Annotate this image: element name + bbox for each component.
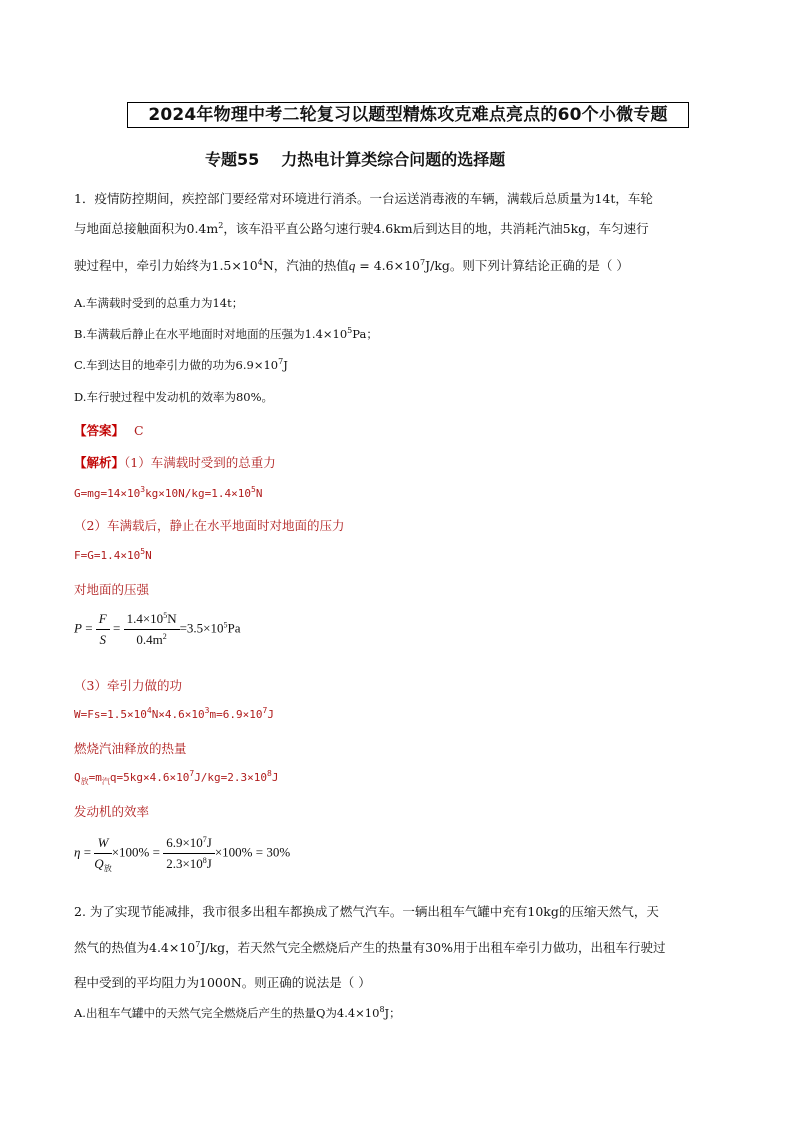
document-title: 2024年物理中考二轮复习以题型精炼攻克难点亮点的60个小微专题 — [127, 102, 689, 128]
q1-line-2: 与地面总接触面积为$0.4m^2$，该车沿平直公路匀速行驶4.6km后到达目的地，共消耗汽油5kg，车匀速行 — [74, 221, 649, 236]
q1-line-1: 1．疫情防控期间，疾控部门要经常对环境进行消杀。一台运送消毒液的车辆，满载后总质量为14t，车轮 — [74, 191, 653, 206]
analysis-step-3b: 燃烧汽油释放的热量 — [74, 741, 187, 756]
analysis-step-2: （2）车满载后，静止在水平地面时对地面的压力 — [74, 518, 345, 533]
q2-line-3: 程中受到的平均阻力为1000N。则正确的说法是（ ） — [74, 975, 371, 990]
topic-heading — [205, 147, 505, 170]
equation-work: $W=Fs=1.5\times 10^4N\times 4.6\times 10^3m=6.9\times 10^7J$ — [74, 706, 274, 721]
equation-heat: $Q_放=m_汽q=5kg\times 4.6\times 10^7J/kg=2.3\times 10^8J$ — [74, 769, 279, 786]
q1-option-a: A.车满载时受到的总重力为14t； — [74, 296, 244, 310]
equation-pressure: P = $\frac{F}{S}$ = $\frac{1.4\times 10^5N}{0.4m^2}$ $=3.5\times 10^5Pa$ — [74, 611, 241, 647]
analysis-step-3c: 发动机的效率 — [74, 804, 150, 819]
topic-number: 专题55 — [205, 150, 260, 169]
answer-line — [74, 421, 144, 439]
analysis-step-1: 【解析】（1）车满载时受到的总重力 — [74, 455, 276, 470]
topic-name: 力热电计算类综合问题的选择题 — [281, 150, 506, 169]
answer-value: C — [134, 423, 144, 438]
q1-option-c: C.车到达目的地牵引力做的功为$6.9\times 10^7J$ — [74, 357, 288, 372]
equation-force: $F=G=1.4\times 10^5N$ — [74, 547, 152, 562]
equation-gravity: $G=mg=14\times 10^3kg\times 10N/kg=1.4\times 10^5N$ — [74, 485, 263, 500]
q1-line-3: 驶过程中，牵引力始终为$1.5\times 10^4N$，汽油的热值$q = 4.6\times 10^7J/kg$。则下列计算结论正确的是（ ） — [74, 258, 629, 273]
analysis-step-2b: 对地面的压强 — [74, 582, 150, 597]
answer-label: 【答案】 — [74, 423, 125, 438]
analysis-step-3: （3）牵引力做的功 — [74, 678, 182, 693]
q2-option-a: A.出租车气罐中的天然气完全燃烧后产生的热量Q为$4.4\times 10^8J$； — [74, 1005, 401, 1020]
analysis-label: 【解析】 — [74, 455, 125, 470]
q2-line-1: 2. 为了实现节能减排，我市很多出租车都换成了燃气汽车。一辆出租车气罐中充有10kg的压缩天然气，天 — [74, 904, 659, 919]
q1-option-d: D.车行驶过程中发动机的效率为80%。 — [74, 390, 274, 404]
q1-option-b: B.车满载后静止在水平地面时对地面的压强为$1.4\times 10^5Pa$； — [74, 326, 378, 341]
q2-line-2: 然气的热值为$4.4\times 10^7J/kg$，若天然气完全燃烧后产生的热量有30%用于出租车牵引力做功，出租车行驶过 — [74, 940, 666, 955]
equation-efficiency: η = $\frac{W}{Q_放}$ ×100% = $\frac{6.9\times 10^7J}{2.3\times 10^8J}$ ×100% = 30% — [74, 835, 291, 873]
